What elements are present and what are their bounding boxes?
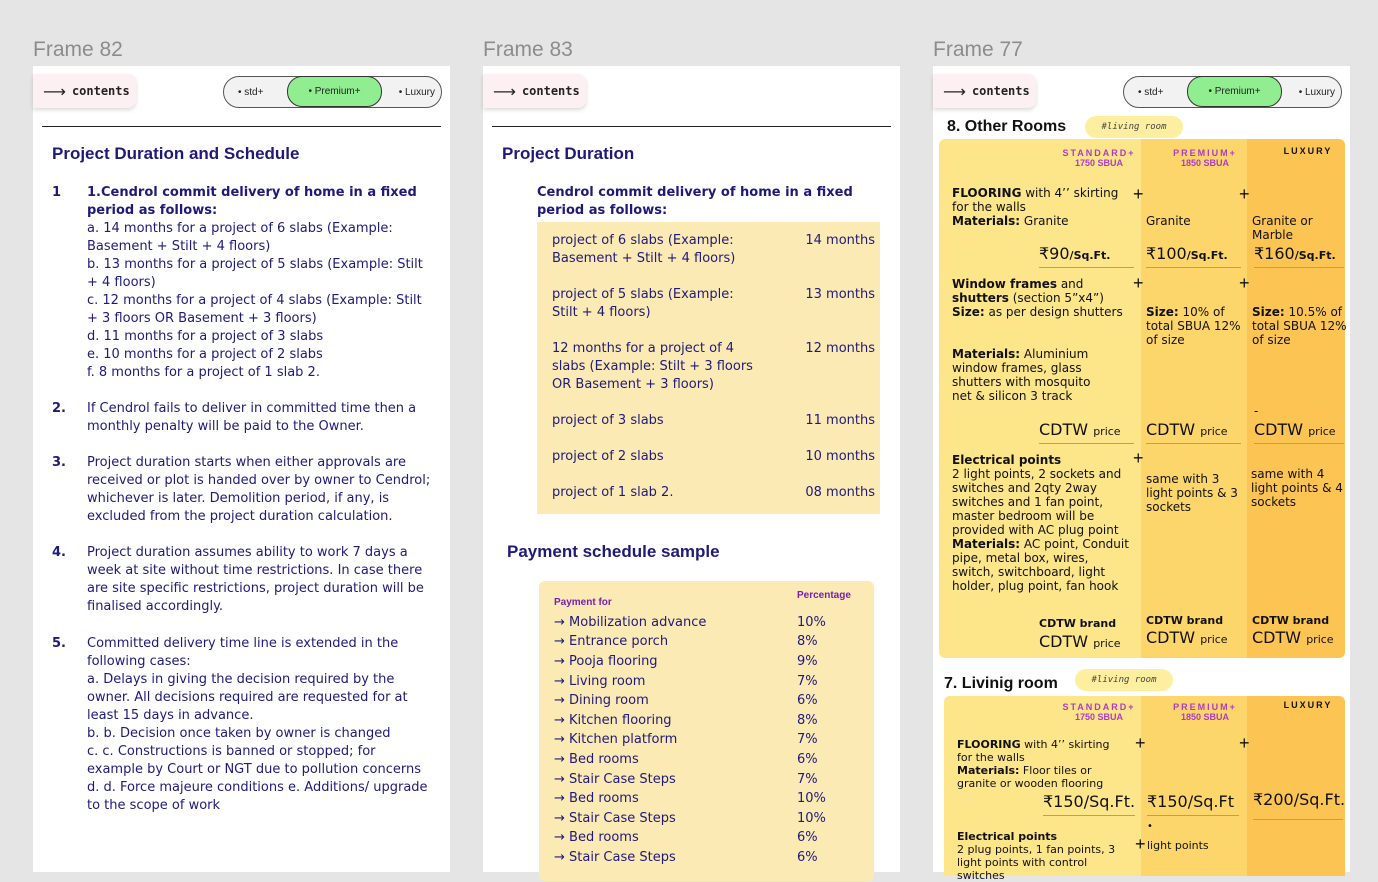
payment-row	[554, 752, 854, 767]
toggle-premium[interactable]: • Premium+	[287, 76, 382, 107]
contents-label: contents	[971, 84, 1030, 98]
price-standard	[1039, 244, 1111, 263]
payment-label: → Stair Case Steps	[554, 811, 676, 826]
item-number: 4.	[52, 545, 66, 560]
cdtw-label: CDTW	[1252, 628, 1302, 647]
payment-row	[554, 615, 854, 630]
payment-row	[554, 674, 854, 689]
window-materials	[952, 347, 1092, 403]
payment-row	[554, 713, 854, 728]
item-1-heading: 1.Cendrol commit delivery of home in a fixed period as follows:	[87, 185, 417, 218]
living-price-luxury: ₹200/Sq.Ft.	[1253, 790, 1346, 809]
price-value: ₹100	[1146, 244, 1187, 263]
window-section: (section 5”x4”)	[1008, 291, 1104, 305]
materials-label: Materials:	[952, 347, 1021, 361]
size-value: 10% of total SBUA 12% of size	[1146, 305, 1241, 347]
item-1-a: a. 14 months for a project of 6 slabs (Example: Basement + Stilt + 4 floors)	[87, 221, 393, 254]
item-1-f: f. 8 months for a project of 1 slab 2.	[87, 365, 320, 380]
cdtw-label: CDTW	[1039, 420, 1089, 439]
flooring-desc	[952, 186, 1127, 228]
item-number: 3.	[52, 455, 66, 470]
brand-luxury: CDTW brand	[1252, 614, 1330, 627]
plus-icon: +	[1133, 184, 1144, 204]
plus-icon: +	[1239, 733, 1250, 753]
living-electrical-desc	[957, 830, 1133, 882]
payment-label: → Mobilization advance	[554, 615, 707, 630]
item-number: 2.	[52, 401, 66, 416]
frame-83-title: Frame 83	[483, 38, 573, 61]
frame-77	[933, 66, 1350, 882]
price-word: price	[1093, 425, 1121, 438]
living-price-standard: ₹150/Sq.Ft.	[1043, 792, 1136, 811]
contents-button[interactable]	[483, 74, 586, 108]
header-premium-sub: 1850 SBUA	[1180, 712, 1230, 722]
payment-label: → Pooja flooring	[554, 654, 658, 669]
payment-label: → Bed rooms	[554, 752, 639, 767]
item-1-c: c. 12 months for a project of 4 slabs (Example: Stilt + 3 floors OR Basement + 3 floors)	[87, 293, 422, 326]
electrical-title: Electrical points	[952, 453, 1062, 467]
duration-value: 12 months	[805, 341, 875, 356]
payment-value: 7%	[797, 772, 818, 787]
underline	[1043, 815, 1135, 816]
toggle-std[interactable]: • std+	[238, 86, 264, 98]
section-7-title: 7. Livinig room	[944, 675, 1058, 692]
toggle-luxury[interactable]: • Luxury	[398, 86, 435, 98]
window-size-luxury	[1252, 305, 1347, 347]
size-label: Size:	[1252, 305, 1285, 319]
payment-label: → Dining room	[554, 693, 649, 708]
payment-value: 10%	[797, 615, 826, 630]
payment-value: 10%	[797, 791, 826, 806]
size-label: Size:	[1146, 305, 1179, 319]
payment-value: 8%	[797, 634, 818, 649]
payment-row	[554, 772, 854, 787]
cdtw-label: CDTW	[1146, 628, 1196, 647]
item-1-d: d. 11 months for a project of 3 slabs	[87, 329, 324, 344]
payment-row	[554, 634, 854, 649]
cdtw-label: CDTW	[1254, 420, 1304, 439]
item-5-c: c. c. Constructions is banned or stopped; for example by Court or NGT due to pollution concerns	[87, 744, 421, 777]
contents-button[interactable]	[33, 74, 136, 108]
item-2: If Cendrol fails to deliver in committed time then a monthly penalty will be paid to the Owner.	[87, 401, 417, 434]
payment-row	[554, 693, 854, 708]
price-word: price	[1200, 425, 1228, 438]
duration-label: project of 1 slab 2.	[552, 485, 674, 500]
plus-icon: +	[1135, 733, 1146, 753]
payment-value: 7%	[797, 732, 818, 747]
cdtw-price-premium	[1146, 420, 1228, 439]
window-material: Aluminium window frames, glass shutters with mosquito net & silicon 3 track	[952, 347, 1091, 403]
price-value: ₹160	[1254, 244, 1295, 263]
item-5-d: d. d. Force majeure conditions e. Additions/ upgrade to the scope of work	[87, 780, 428, 813]
price-word: price	[1306, 633, 1334, 646]
payment-row	[554, 654, 854, 669]
item-1-b: b. 13 months for a project of 5 slabs (Example: Stilt + 4 floors)	[87, 257, 423, 290]
payment-row	[554, 811, 854, 826]
price-value: ₹90	[1039, 244, 1070, 263]
electrical-premium: same with 3 light points & 3 sockets	[1146, 472, 1238, 514]
header-luxury: LUXURY	[1283, 700, 1333, 710]
section-tag: #living room	[1085, 116, 1183, 138]
payment-value: 6%	[797, 830, 818, 845]
payment-label: → Entrance porch	[554, 634, 669, 649]
living-flooring-desc	[957, 738, 1127, 790]
price-unit: /Sq.Ft.	[1069, 249, 1111, 262]
header-premium-label: PREMIUM+	[1173, 702, 1237, 712]
payment-label: → Stair Case Steps	[554, 772, 676, 787]
cdtw-price-luxury	[1254, 420, 1336, 439]
payment-value: 7%	[797, 674, 818, 689]
cdtw-label: CDTW	[1146, 420, 1196, 439]
underline	[1254, 267, 1344, 268]
price-premium	[1146, 244, 1228, 263]
payment-header-left: Payment for	[554, 597, 612, 608]
materials-label: Materials:	[952, 537, 1021, 551]
arrow-right-icon: ⟶	[943, 81, 966, 101]
header-premium-sub: 1850 SBUA	[1180, 158, 1230, 168]
payment-label: → Kitchen flooring	[554, 713, 672, 728]
flooring-rest: with 4’’ skirting for the walls	[957, 738, 1110, 764]
materials-label: Materials:	[952, 214, 1021, 228]
duration-value: 13 months	[805, 287, 875, 302]
item-1-e: e. 10 months for a project of 2 slabs	[87, 347, 323, 362]
payment-value: 8%	[797, 713, 818, 728]
duration-value: 10 months	[805, 449, 875, 464]
duration-intro: Cendrol commit delivery of home in a fixed period as follows:	[537, 185, 853, 218]
duration-value: 11 months	[805, 413, 875, 428]
payment-row	[554, 732, 854, 747]
frame-83	[483, 66, 900, 872]
payment-label: → Living room	[554, 674, 646, 689]
electrical-material: AC point, Conduit pipe, metal box, wires, switch, switchboard, light holder, plug point, fan hook	[952, 537, 1129, 593]
underline	[1146, 267, 1241, 268]
divider	[492, 126, 891, 127]
size-label: Size:	[952, 305, 985, 319]
window-rest: and	[1057, 277, 1084, 291]
tier-toggle[interactable]	[1123, 76, 1342, 108]
header-premium	[1153, 702, 1257, 722]
arrow-right-icon: ⟶	[493, 81, 516, 101]
window-title: Window frames	[952, 277, 1058, 291]
brand-premium: CDTW brand	[1146, 614, 1224, 627]
contents-button[interactable]	[933, 74, 1036, 108]
contents-label: contents	[71, 84, 130, 98]
payment-label: → Bed rooms	[554, 830, 639, 845]
header-standard	[1033, 702, 1165, 722]
arrow-right-icon: ⟶	[43, 81, 66, 101]
item-1	[87, 184, 432, 382]
page-title: Project Duration	[502, 144, 635, 163]
premium-flooring: Granite	[1146, 214, 1191, 228]
duration-label: project of 5 slabs (Example: Stilt + 4 floors)	[552, 287, 734, 320]
flooring-title: FLOORING	[957, 738, 1021, 751]
duration-label: project of 2 slabs	[552, 449, 664, 464]
underline	[1253, 819, 1343, 820]
item-number: 1	[52, 185, 62, 200]
materials-label: Materials:	[957, 764, 1020, 777]
price-luxury	[1254, 244, 1336, 263]
electrical-desc	[952, 453, 1130, 593]
item-5	[87, 635, 432, 815]
column-luxury	[1247, 696, 1345, 876]
payment-label: → Kitchen platform	[554, 732, 678, 747]
electrical-luxury: same with 4 light points & 4 sockets	[1251, 467, 1343, 509]
payment-value: 9%	[797, 654, 818, 669]
price-word: price	[1308, 425, 1336, 438]
payment-value: 6%	[797, 752, 818, 767]
underline	[1039, 443, 1134, 444]
item-5-b: b. b. Decision once taken by owner is changed	[87, 726, 391, 741]
toggle-std[interactable]: • std+	[1138, 86, 1164, 98]
flooring-title: FLOORING	[952, 186, 1022, 200]
plus-icon: +	[1239, 273, 1250, 293]
payment-table	[539, 581, 874, 881]
plus-icon: +	[1133, 273, 1144, 293]
price-word: price	[1200, 633, 1228, 646]
header-standard	[1033, 148, 1165, 168]
item-5-a: a. Delays in giving the decision required by the owner. All decisions required are requested for at least 15 days in advance.	[87, 672, 408, 723]
contents-label: contents	[521, 84, 580, 98]
electrical-standard: 2 light points, 2 sockets and switches and 2qty 2way switches and 1 fan point, master bedroom will be provided with AC plug point	[952, 467, 1122, 537]
payment-value: 6%	[797, 850, 818, 865]
header-luxury: LUXURY	[1283, 146, 1333, 156]
dash: -	[1254, 404, 1259, 418]
header-standard-sub: 1750 SBUA	[1074, 712, 1124, 722]
living-electrical-premium: light points	[1147, 839, 1209, 852]
duration-label: 12 months for a project of 4 slabs (Example: Stilt + 3 floors OR Basement + 3 floors)	[552, 341, 753, 392]
frame-82-title: Frame 82	[33, 38, 123, 61]
header-premium	[1153, 148, 1257, 168]
page-title: Project Duration and Schedule	[52, 144, 300, 163]
item-number: 5.	[52, 636, 66, 651]
header-standard-label: STANDARD+	[1062, 148, 1136, 158]
payment-row	[554, 830, 854, 845]
payment-value: 6%	[797, 693, 818, 708]
cdtw-price-luxury	[1252, 628, 1334, 647]
cdtw-price-standard	[1039, 632, 1121, 651]
header-premium-label: PREMIUM+	[1173, 148, 1237, 158]
window-desc	[952, 277, 1132, 319]
size-value: 10.5% of total SBUA 12% of size	[1252, 305, 1347, 347]
item-4: Project duration assumes ability to work 7 days a week at site without time restrictions. In case there are site specific restrictions, project duration will be finalised accordingly.	[87, 545, 424, 614]
underline	[1254, 443, 1344, 444]
duration-label: project of 6 slabs (Example: Basement + Stilt + 4 floors)	[552, 233, 736, 266]
duration-label: project of 3 slabs	[552, 413, 664, 428]
payment-row	[554, 791, 854, 806]
price-word: price	[1093, 637, 1121, 650]
window-size-premium	[1146, 305, 1241, 347]
section-8-title: 8. Other Rooms	[947, 118, 1067, 135]
header-standard-sub: 1750 SBUA	[1074, 158, 1124, 168]
divider	[42, 126, 441, 127]
header-standard-label: STANDARD+	[1062, 702, 1136, 712]
flooring-material: Floor tiles or granite or wooden flooring	[957, 764, 1104, 790]
section-tag: #living room	[1075, 669, 1173, 691]
electrical-standard: 2 plug points, 1 fan points, 3 light points with control switches	[957, 843, 1116, 882]
plus-icon: +	[1135, 834, 1146, 854]
underline	[1039, 267, 1134, 268]
window-shutters: shutters	[952, 291, 1009, 305]
duration-value: 14 months	[805, 233, 875, 248]
payment-header-right: Percentage	[797, 590, 851, 601]
toggle-premium[interactable]: • Premium+	[1187, 76, 1282, 107]
item-3: Project duration starts when either approvals are received or plot is handed over by owner to Cendrol; whichever is later. Demolition period, if any, is excluded from the project duration calculation.	[87, 455, 431, 524]
price-unit: /Sq.Ft.	[1186, 249, 1228, 262]
payment-label: → Bed rooms	[554, 791, 639, 806]
brand-standard: CDTW brand	[1039, 617, 1117, 630]
item-5-text: Committed delivery time line is extended in the following cases:	[87, 636, 399, 669]
cdtw-price-standard	[1039, 420, 1121, 439]
duration-value: 08 months	[805, 485, 875, 500]
flooring-rest: with 4’’ skirting for the walls	[952, 186, 1119, 214]
duration-table	[537, 222, 880, 514]
payment-title: Payment schedule sample	[507, 542, 720, 561]
toggle-luxury[interactable]: • Luxury	[1298, 86, 1335, 98]
payment-value: 10%	[797, 811, 826, 826]
underline	[1147, 815, 1239, 816]
flooring-material: Granite	[1020, 214, 1069, 228]
living-price-premium: ₹150/Sq.Ft	[1147, 792, 1234, 811]
electrical-title: Electrical points	[957, 830, 1058, 843]
window-size-standard: as per design shutters	[984, 305, 1123, 319]
bullet: •	[1147, 821, 1153, 832]
plus-icon: +	[1239, 184, 1250, 204]
underline	[1146, 443, 1241, 444]
tier-toggle[interactable]	[223, 76, 442, 108]
frame-82	[33, 66, 450, 872]
plus-icon: +	[1133, 448, 1144, 468]
payment-label: → Stair Case Steps	[554, 850, 676, 865]
cdtw-label: CDTW	[1039, 632, 1089, 651]
payment-row	[554, 850, 854, 865]
price-unit: /Sq.Ft.	[1294, 249, 1336, 262]
cdtw-price-premium	[1146, 628, 1228, 647]
frame-77-title: Frame 77	[933, 38, 1023, 61]
luxury-flooring: Granite or Marble	[1252, 214, 1313, 242]
